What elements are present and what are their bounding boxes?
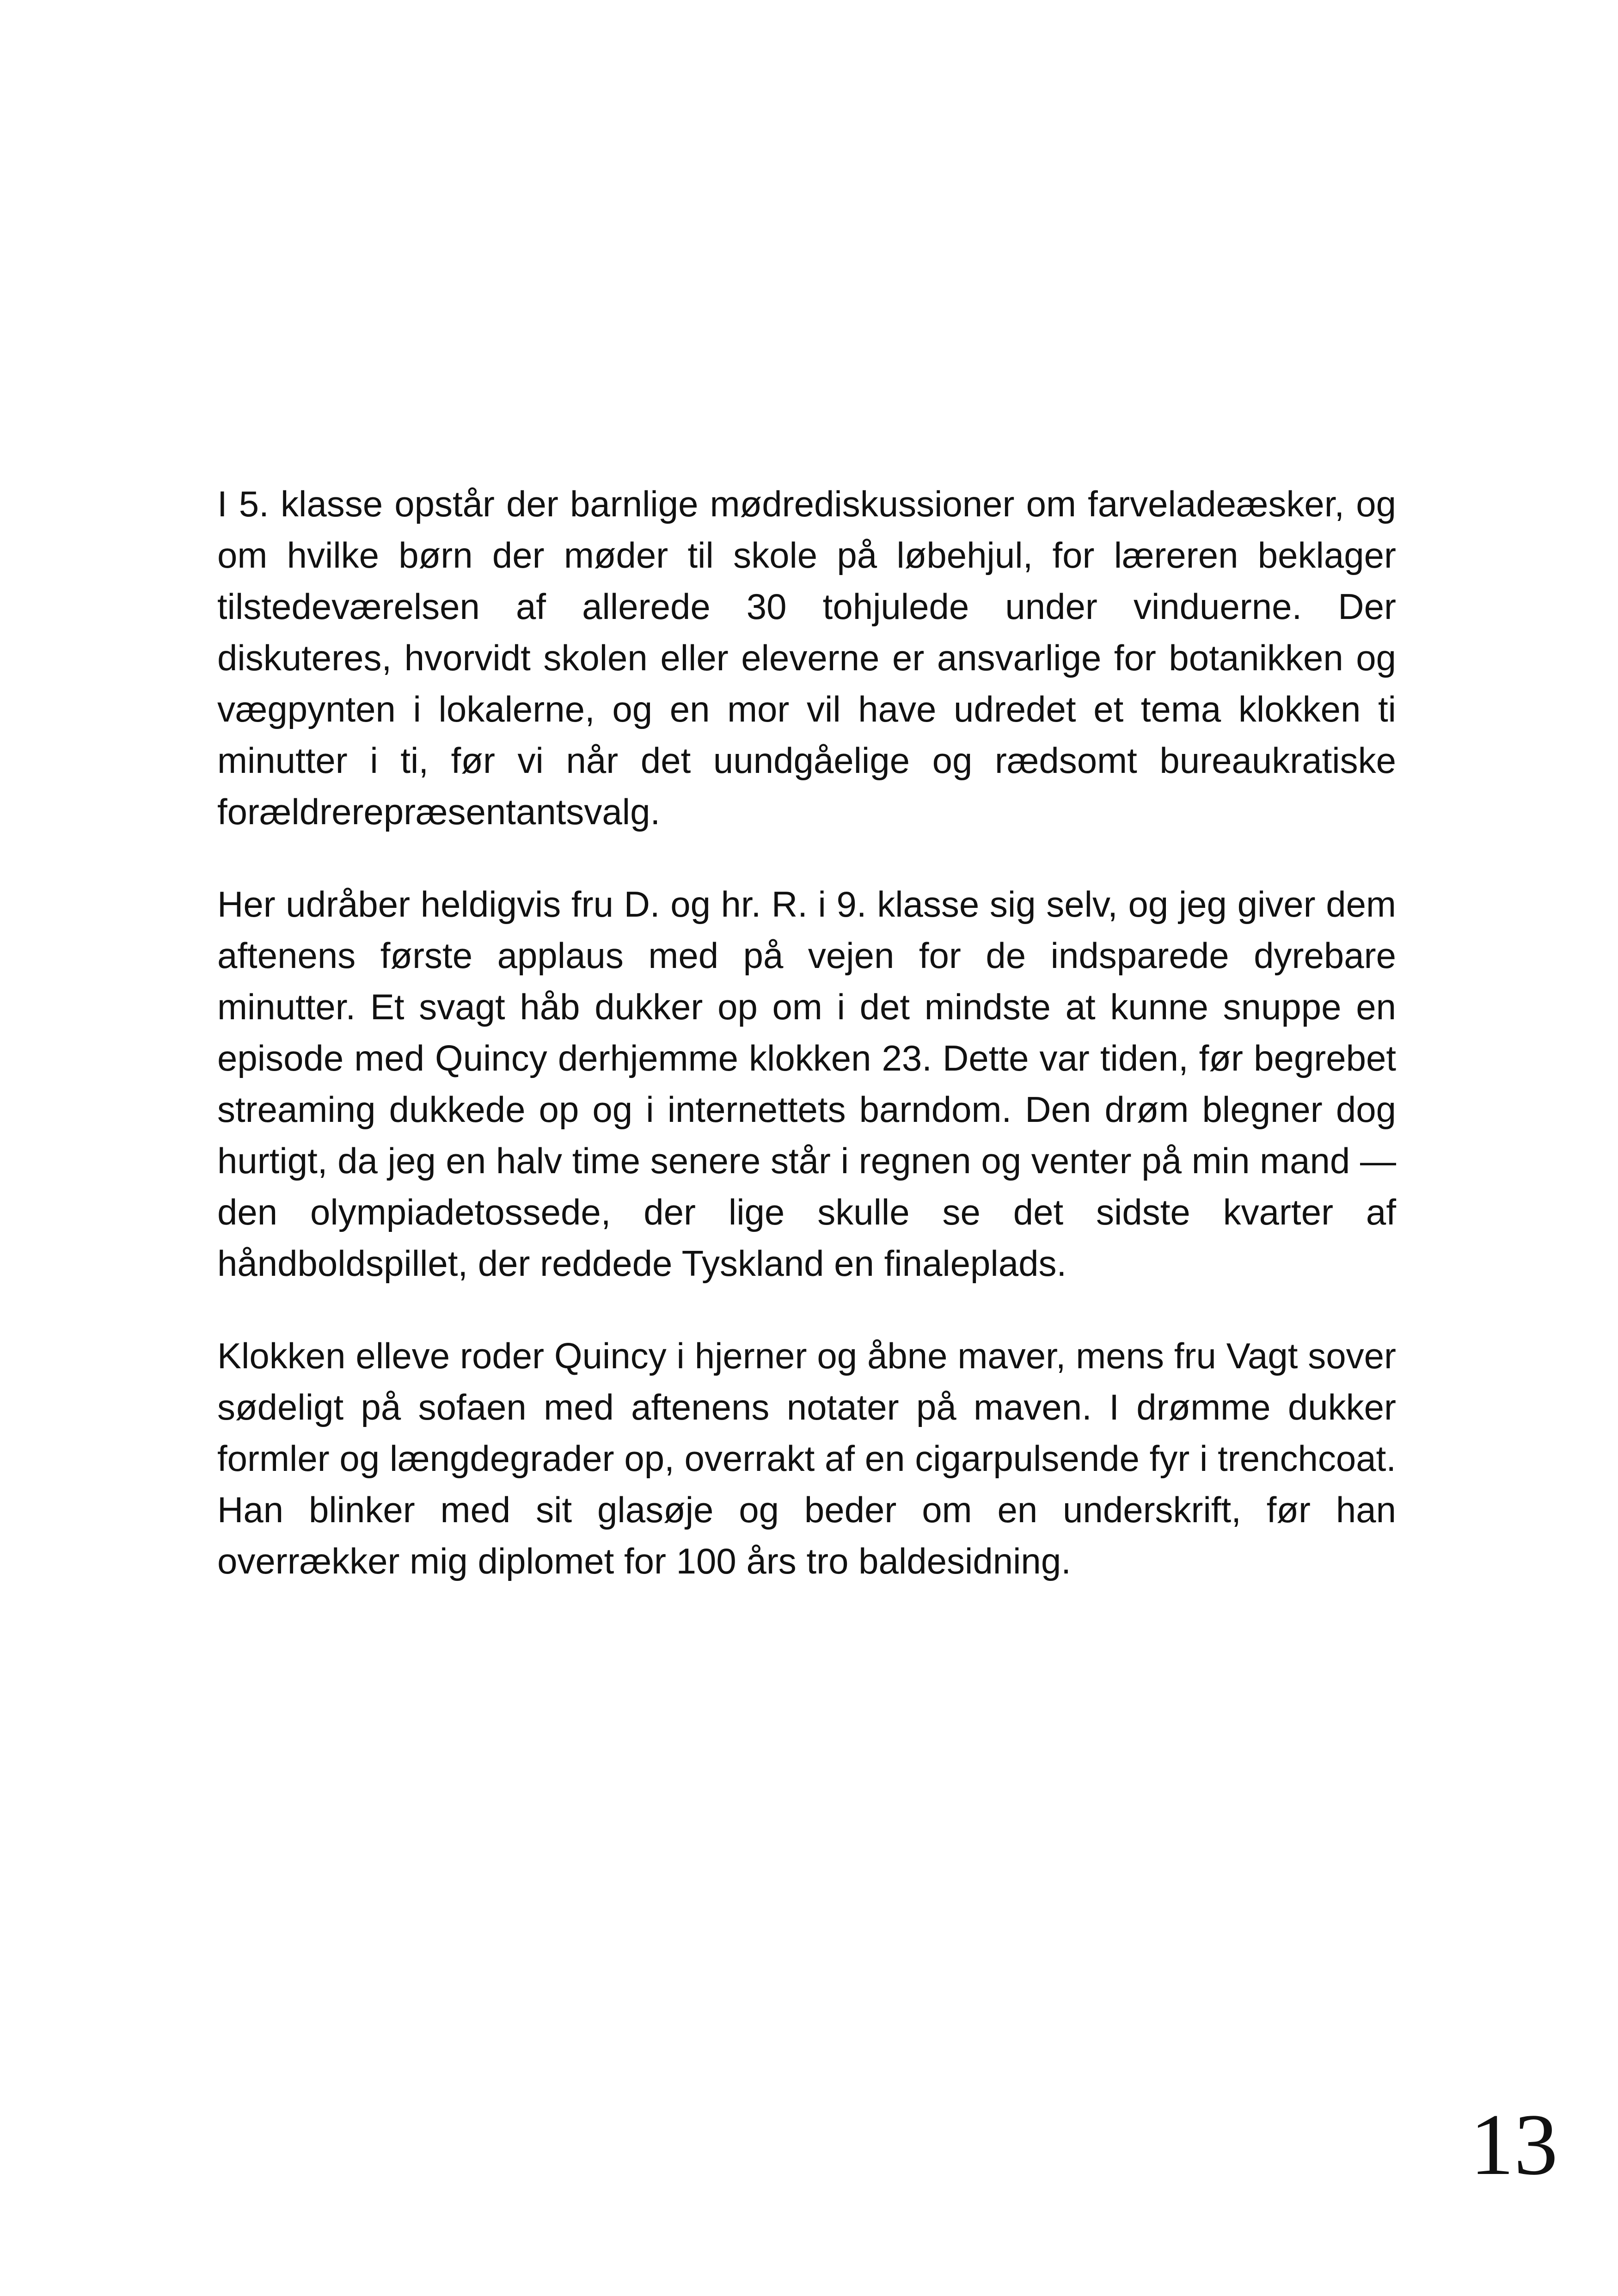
paragraph-3: Klokken elleve roder Quincy i hjerner og åbne maver, mens fru Vagt sover sødeligt på sofaen med aftenens notater på maven. I drømme dukker formler og længdegrader op, overrakt af en cigarpulsende fyr i trenchcoat. Han blinker med sit glasøje og beder om en underskrift, før han overrækker mig diplomet for 100 års tro baldesidning.: [217, 1335, 1396, 1581]
page-number: 13: [1470, 2096, 1558, 2193]
paragraph-2: Her udråber heldigvis fru D. og hr. R. i 9. klasse sig selv, og jeg giver dem aftenens første applaus med på vejen for de indsparede dyrebare minutter. Et svagt håb dukker op om i det mindste at kunne snuppe en episode med Quincy derhjemme klokken 23. Dette var tiden, før begrebet streaming dukkede op og i internettets barndom. Den drøm blegner dog hurtigt, da jeg en halv time senere står i regnen og venter på min mand — den olympiadetossede, der lige skulle se det sidste kvarter af håndboldspillet, der reddede Tyskland en finaleplads.: [217, 884, 1396, 1284]
paragraph-1: I 5. klasse opstår der barnlige mødrediskussioner om farveladeæsker, og om hvilke børn der møder til skole på løbehjul, for læreren beklager tilstedeværelsen af allerede 30 tohjulede under vinduerne. Der diskuteres, hvorvidt skolen eller eleverne er ansvarlige for botanikken og vægpynten i lokalerne, og en mor vil have udredet et tema klokken ti minutter i ti, før vi når det uundgåelige og rædsomt bureaukratiske forældrerepræsentantsvalg.: [217, 484, 1396, 832]
body-text: [217, 478, 1396, 1628]
